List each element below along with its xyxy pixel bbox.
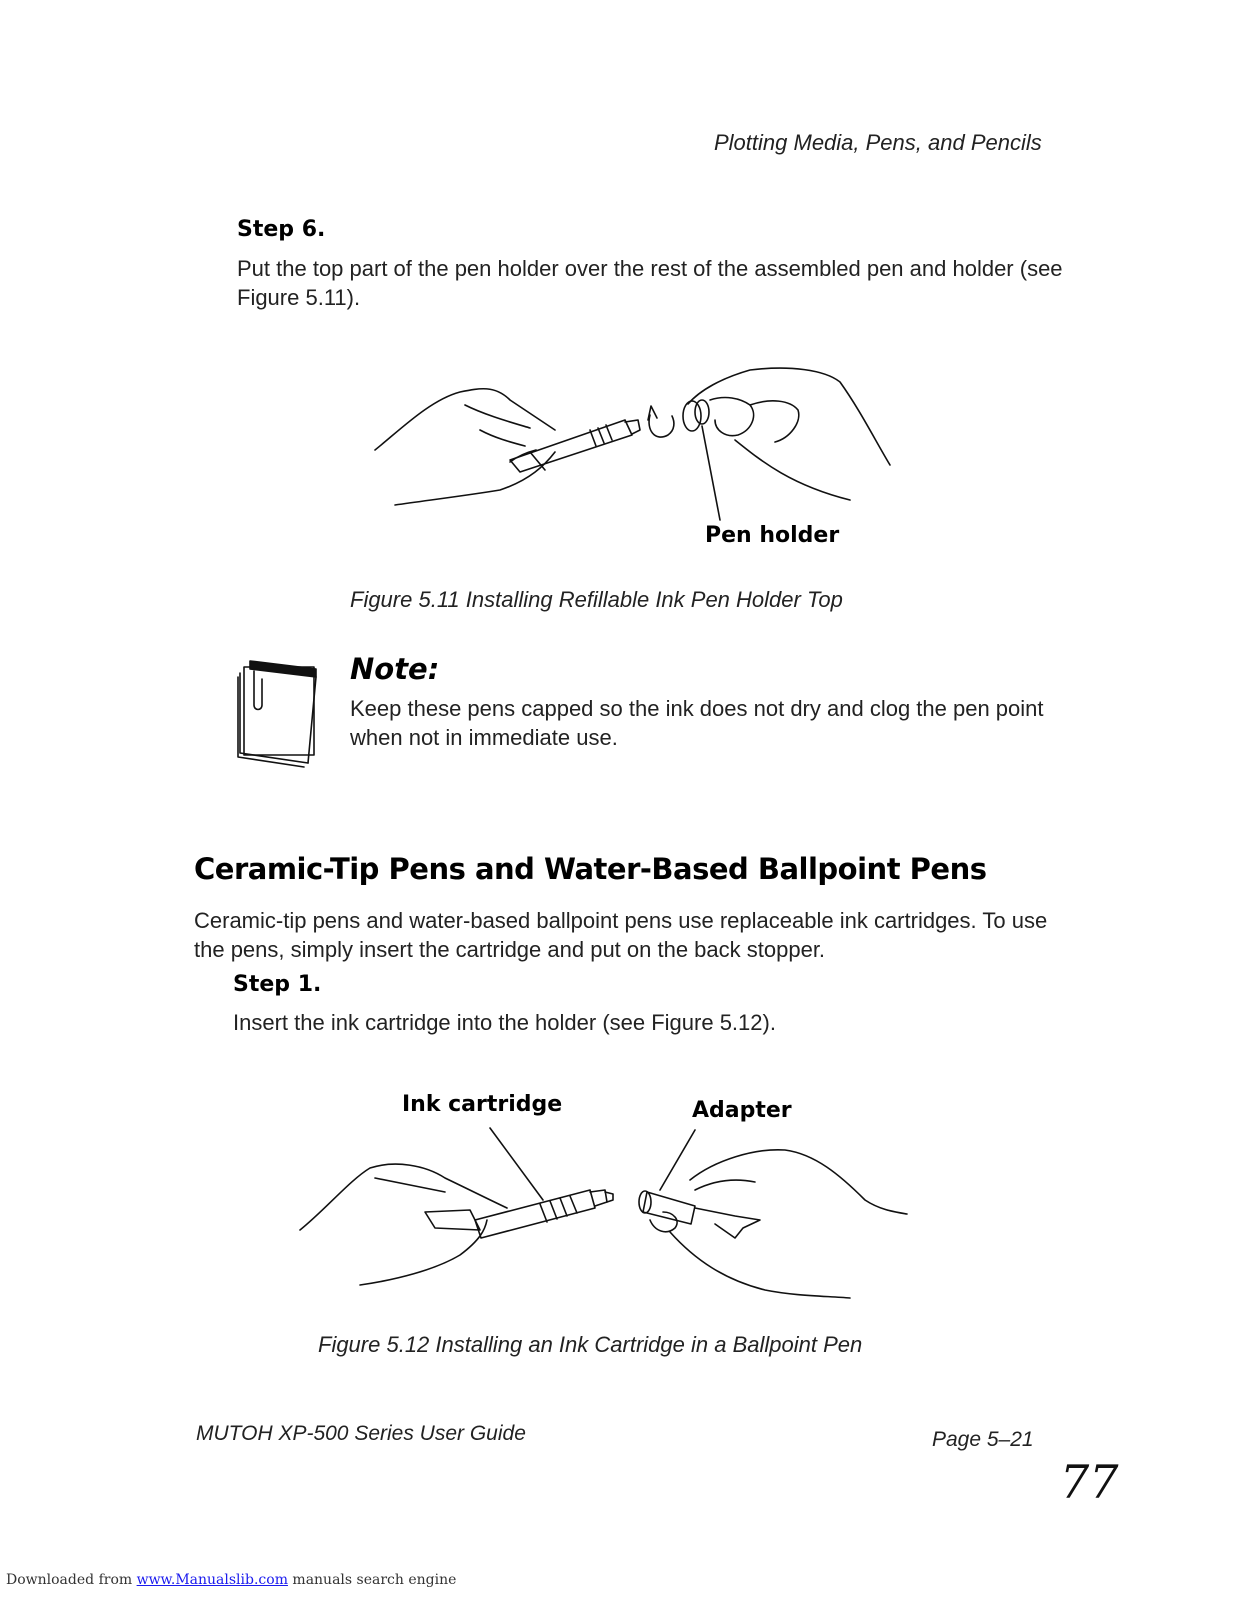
step-6-heading: Step 6. (237, 217, 326, 242)
footer-guide-title: MUTOH XP-500 Series User Guide (196, 1422, 526, 1445)
note-heading: Note: (350, 652, 440, 686)
step-1-heading: Step 1. (233, 972, 322, 997)
download-prefix: Downloaded from (6, 1572, 137, 1588)
figure-5-11-illustration (370, 360, 910, 530)
handwritten-number: 77 (1060, 1455, 1119, 1509)
figure-5-11-caption: Figure 5.11 Installing Refillable Ink Pen Holder Top (350, 587, 843, 612)
step-1-text: Insert the ink cartridge into the holder (see Figure 5.12). (233, 1010, 776, 1035)
note-text: Keep these pens capped so the ink does not dry and clog the pen point when not in immediate use. (350, 696, 1044, 750)
figure-5-12-illustration (295, 1120, 915, 1305)
adapter-label: Adapter (692, 1098, 792, 1123)
download-attribution (6, 1572, 456, 1588)
figure-5-12-caption: Figure 5.12 Installing an Ink Cartridge in a Ballpoint Pen (318, 1332, 863, 1357)
pen-holder-label: Pen holder (705, 523, 840, 548)
section-heading: Ceramic-Tip Pens and Water-Based Ballpoint Pens (194, 852, 987, 886)
footer-page-number: Page 5–21 (932, 1428, 1034, 1451)
step-6-text: Put the top part of the pen holder over the rest of the assembled pen and holder (see Figure 5.11). (237, 256, 1063, 310)
manualslib-link[interactable]: www.Manualslib.com (136, 1572, 288, 1588)
notebook-icon (236, 655, 326, 770)
running-head: Plotting Media, Pens, and Pencils (714, 130, 1042, 155)
download-suffix: manuals search engine (287, 1572, 457, 1588)
section-intro: Ceramic-tip pens and water-based ballpoint pens use replaceable ink cartridges. To use the pens, simply insert the cartridge and put on the back stopper. (194, 908, 1048, 962)
ink-cartridge-label: Ink cartridge (402, 1092, 563, 1117)
